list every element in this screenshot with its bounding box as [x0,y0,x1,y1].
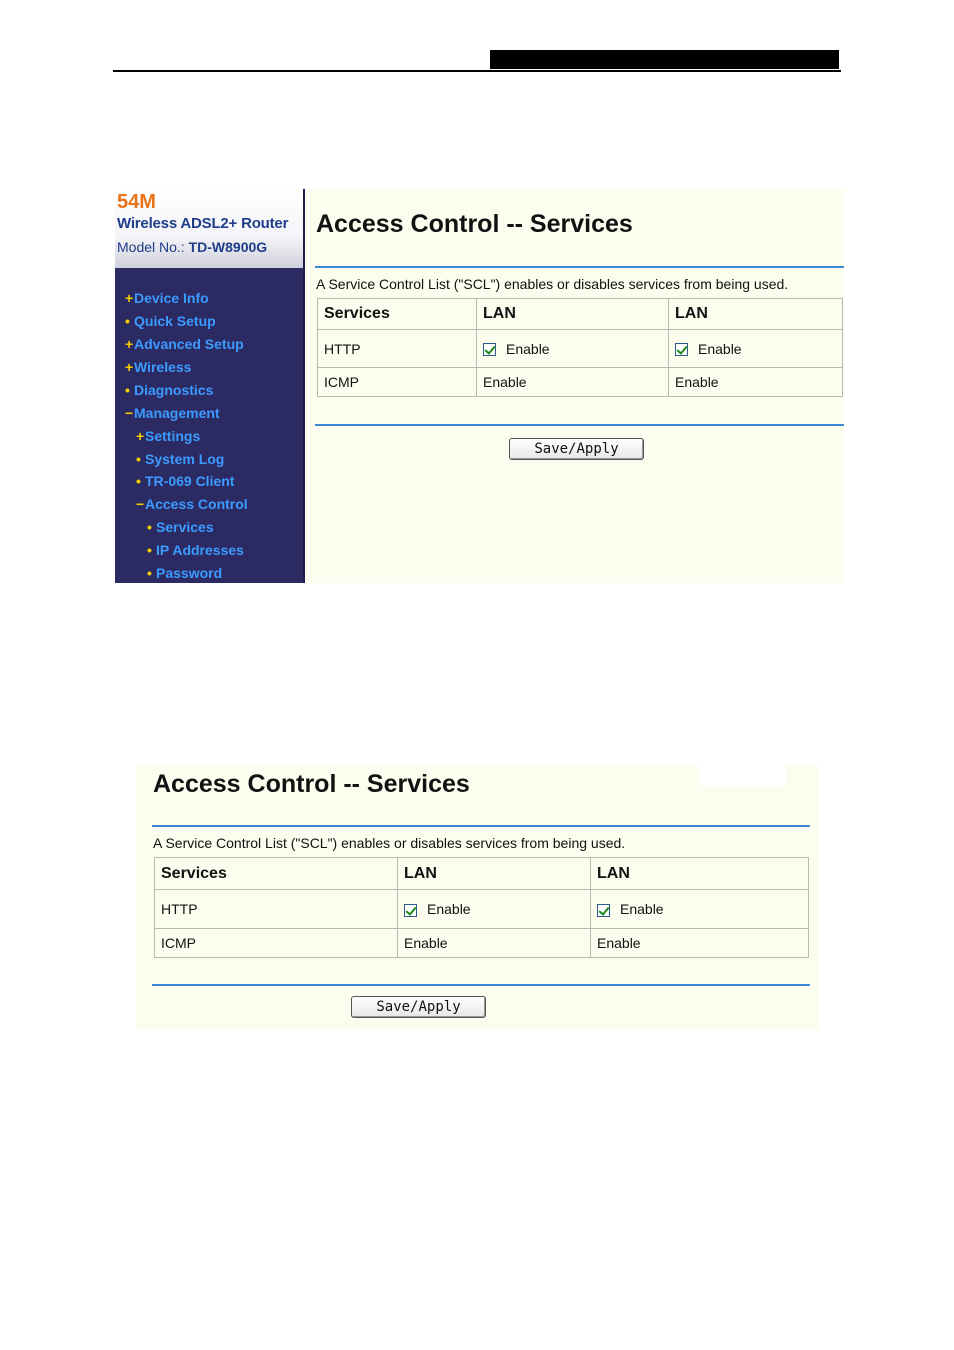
column-header-services: Services [318,299,477,330]
page-title: Access Control -- Services [316,210,633,238]
bullet-icon: • [147,519,152,535]
services-table [154,857,809,958]
page-description: A Service Control List ("SCL") enables or disables services from being used. [153,835,626,851]
sidebar-item-device-info[interactable] [125,288,209,308]
icmp-lan-value: Enable [398,929,591,958]
header-bar [490,50,839,69]
icmp-lan-value: Enable [591,929,809,958]
http-lan-checkbox[interactable] [483,343,496,356]
table-row [155,890,809,929]
checkbox-label: Enable [427,901,471,917]
sidebar-item-password[interactable] [147,563,222,583]
http-lan-cell [669,330,843,368]
sidebar-item-tr069-client[interactable] [136,471,234,491]
expand-icon: + [125,336,134,352]
bottom-divider [152,984,810,986]
model-number [117,239,267,255]
table-row [155,929,809,958]
bullet-icon: • [147,565,152,581]
bottom-divider [315,424,844,426]
expand-icon: + [136,428,145,444]
column-header-lan: LAN [591,858,809,890]
service-name: HTTP [155,890,398,929]
sidebar-item-label: IP Addresses [156,542,244,558]
sidebar-item-label: Quick Setup [134,313,216,329]
save-apply-button[interactable]: Save/Apply [509,438,644,460]
http-lan-cell [591,890,809,929]
checkbox-label: Enable [506,340,550,357]
column-header-lan: LAN [398,858,591,890]
table-row [318,368,843,397]
table-header-row [155,858,809,890]
bullet-icon: • [125,313,130,329]
save-apply-button[interactable]: Save/Apply [351,996,486,1018]
sidebar-item-services[interactable] [147,517,214,537]
sidebar-item-ip-addresses[interactable] [147,540,244,560]
sidebar-item-management[interactable] [125,403,220,423]
header-rule [113,70,841,72]
sidebar-item-label: Access Control [145,496,248,512]
services-table [317,298,843,397]
top-divider [152,825,810,827]
bullet-icon: • [136,473,141,489]
bullet-icon: • [147,542,152,558]
expand-icon: + [125,290,134,306]
sidebar-item-label: Password [156,565,223,581]
sidebar-item-label: Wireless [134,359,192,375]
page-description: A Service Control List ("SCL") enables or disables services from being used. [316,276,789,292]
sidebar-item-label: Advanced Setup [134,336,244,352]
expand-icon: + [125,359,134,375]
sidebar-item-label: Services [156,519,214,535]
table-header-row [318,299,843,330]
sidebar-item-diagnostics[interactable] [125,380,213,400]
sidebar-item-label: TR-069 Client [145,473,235,489]
collapse-icon: − [125,405,134,421]
http-lan-cell [477,330,669,368]
brand-name: Wireless ADSL2+ Router [117,215,289,232]
sidebar-item-access-control[interactable] [136,494,248,514]
brand-logo: 54M [117,191,156,213]
screenshot-content [136,766,818,1030]
top-divider [315,266,844,268]
service-name: ICMP [155,929,398,958]
model-value: TD-W8900G [188,239,268,255]
sidebar-item-label: Device Info [134,290,209,306]
icmp-lan-value: Enable [477,368,669,397]
sidebar-item-label: Diagnostics [134,382,214,398]
blank-region [700,766,786,786]
http-lan-checkbox[interactable] [675,343,688,356]
service-name: ICMP [318,368,477,397]
brand-panel [115,189,303,268]
sidebar-item-settings[interactable] [136,426,200,446]
bullet-icon: • [125,382,130,398]
sidebar [115,189,303,583]
column-header-lan: LAN [669,299,843,330]
page-title: Access Control -- Services [153,770,470,798]
column-header-lan: LAN [477,299,669,330]
column-header-services: Services [155,858,398,890]
http-lan-checkbox[interactable] [404,904,417,917]
sidebar-item-label: System Log [145,451,225,467]
table-row [318,330,843,368]
sidebar-item-label: Settings [145,428,201,444]
icmp-lan-value: Enable [669,368,843,397]
sidebar-item-wireless[interactable] [125,357,191,377]
sidebar-item-system-log[interactable] [136,449,224,469]
sidebar-item-advanced-setup[interactable] [125,334,244,354]
sidebar-item-quick-setup[interactable] [125,311,216,331]
collapse-icon: − [136,496,145,512]
checkbox-label: Enable [620,901,664,917]
http-lan-checkbox[interactable] [597,904,610,917]
http-lan-cell [398,890,591,929]
service-name: HTTP [318,330,477,368]
model-label: Model No.: [117,239,189,255]
screenshot-full [115,189,844,583]
sidebar-item-label: Management [134,405,220,421]
checkbox-label: Enable [698,340,742,357]
bullet-icon: • [136,451,141,467]
content-panel [305,189,844,583]
